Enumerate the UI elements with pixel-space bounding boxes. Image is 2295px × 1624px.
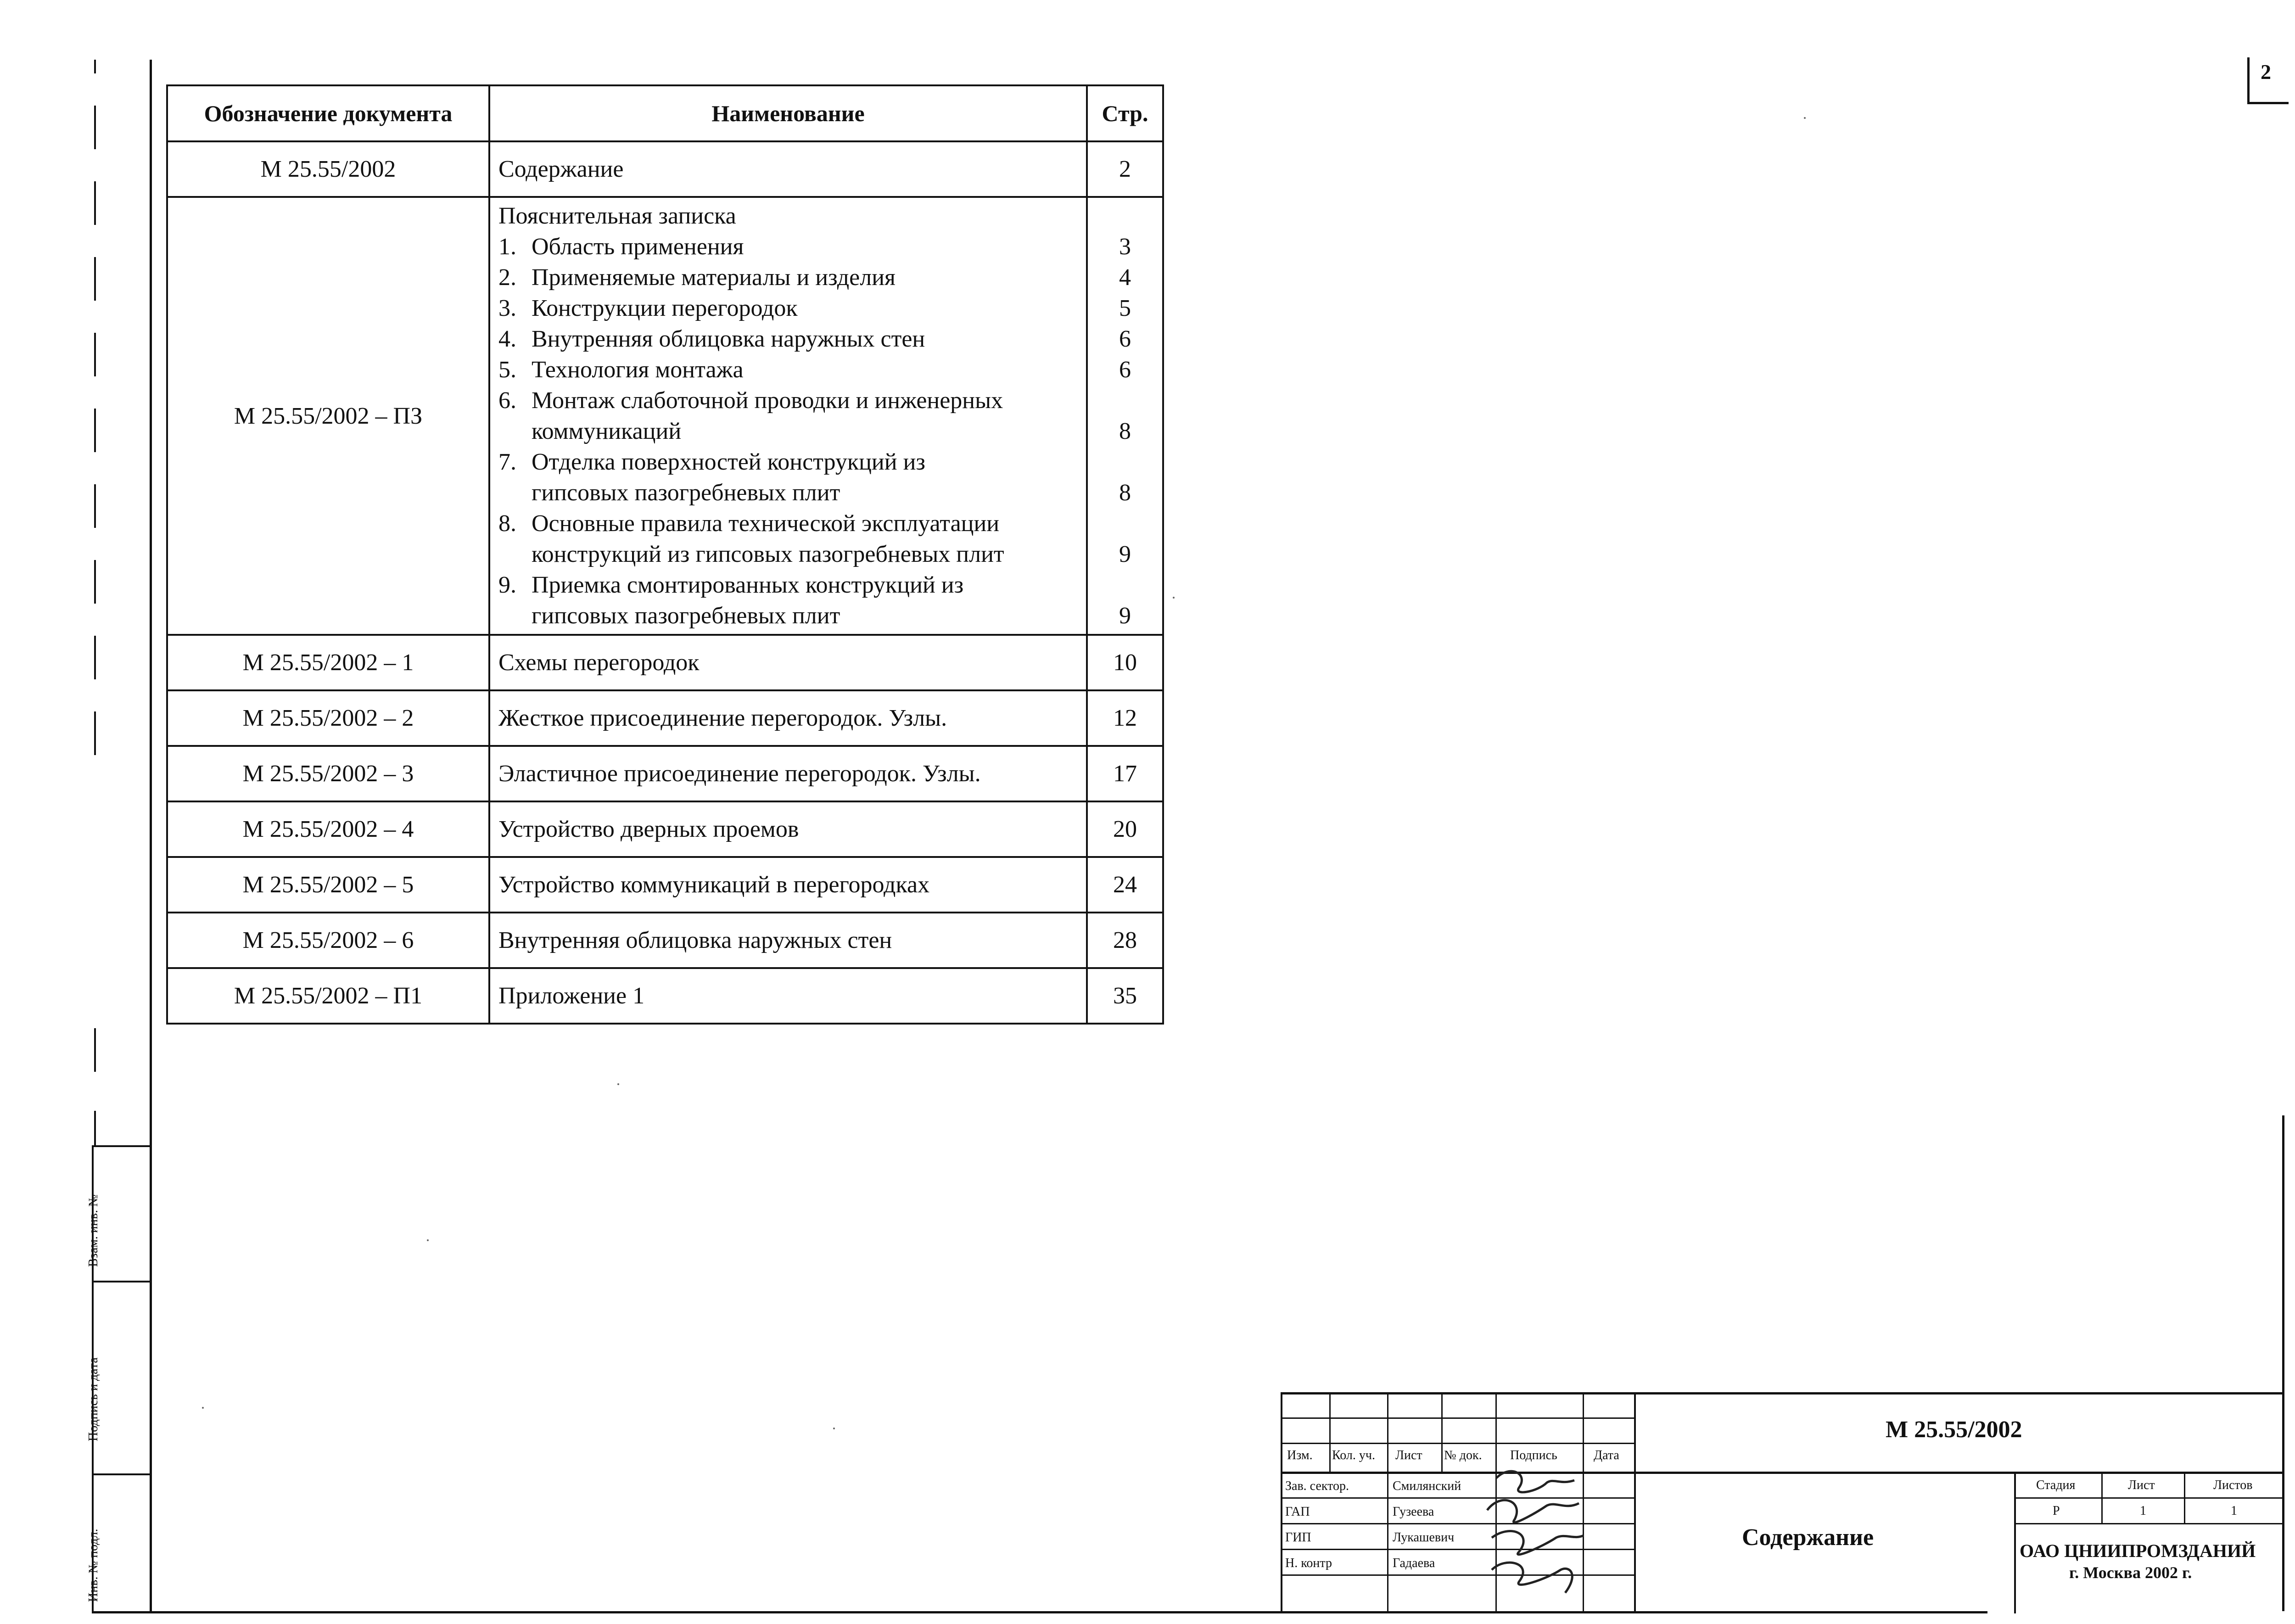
scan-speck — [1804, 117, 1806, 119]
margin-tick — [94, 711, 96, 755]
header-page: Стр. — [1087, 85, 1163, 141]
tb-person: Гузеева — [1393, 1505, 1434, 1519]
list-item-text — [532, 508, 1078, 570]
scan-speck — [202, 1407, 204, 1409]
doc-code-cell: М 25.55/2002 – 5 — [167, 857, 489, 913]
tb-person: Гадаева — [1393, 1556, 1435, 1570]
doc-name-cell: Жесткое присоединение перегородок. Узлы. — [489, 690, 1087, 746]
side-stamp-podpis: Подпись и дата — [86, 1357, 101, 1441]
signatures — [1469, 1460, 1597, 1607]
list-item-text — [532, 354, 1078, 385]
page-cell: 28 — [1087, 913, 1163, 968]
doc-code-cell: М 25.55/2002 – 2 — [167, 690, 489, 746]
tb-city: г. Москва 2002 г. — [2069, 1563, 2192, 1582]
tb-header-ndok: № док. — [1444, 1448, 1482, 1462]
sheet-number-frame — [2247, 102, 2289, 104]
list-item-text — [532, 324, 1078, 354]
list-item-number: 5. — [498, 357, 516, 383]
table-row — [167, 635, 1163, 690]
tb-org: ОАО ЦНИИПРОМЗДАНИЙ — [2020, 1540, 2256, 1561]
list-item-number: 9. — [498, 572, 516, 598]
page-cell: 10 — [1087, 635, 1163, 690]
list-item-text — [532, 385, 1078, 447]
table-row — [167, 690, 1163, 746]
list-item-line: Приемка смонтированных конструкций из — [532, 572, 964, 598]
page-cell: 35 — [1087, 968, 1163, 1024]
margin-tick — [94, 560, 96, 604]
tb-person: Лукашевич — [1393, 1530, 1455, 1545]
list-item-page: 9 — [1119, 603, 1131, 629]
list-item — [498, 570, 1078, 631]
tb-header-podpis: Подпись — [1510, 1448, 1557, 1462]
explanatory-note-cell — [489, 197, 1087, 635]
list-item-text — [532, 231, 1078, 262]
list-item — [498, 354, 1078, 385]
list-item-page: 3 — [1119, 234, 1131, 260]
scan-speck — [1173, 597, 1175, 599]
tb-line — [2014, 1497, 2284, 1499]
side-stamp-vzam: Взам. инв. № — [86, 1194, 101, 1267]
list-item-line: Монтаж слаботочной проводки и инженерных — [532, 387, 1003, 414]
scan-speck — [617, 1083, 619, 1085]
list-item-page: 4 — [1119, 264, 1131, 291]
list-item-line: гипсовых пазогребневых плит — [532, 603, 840, 629]
margin-tick — [94, 60, 96, 73]
doc-name-cell: Внутренняя облицовка наружных стен — [489, 913, 1087, 968]
doc-code-cell: М 25.55/2002 – ПЗ — [167, 197, 489, 635]
tb-line — [1634, 1392, 1636, 1613]
margin-tick — [94, 409, 96, 452]
page-spacer — [1096, 385, 1154, 416]
side-stamp-divider — [92, 1281, 151, 1282]
tb-list-value: 1 — [2140, 1504, 2146, 1518]
list-item — [498, 324, 1078, 354]
scan-speck — [427, 1239, 429, 1241]
frame-bottom — [92, 1611, 1987, 1613]
table-row — [167, 197, 1163, 635]
doc-name-cell: Эластичное присоединение перегородок. Узлы. — [489, 746, 1087, 801]
tb-line — [1281, 1443, 1634, 1444]
list-item — [498, 447, 1078, 508]
list-item-page: 8 — [1119, 418, 1131, 444]
tb-role: ГИП — [1285, 1530, 1311, 1545]
list-item-line: Внутренняя облицовка наружных стен — [532, 326, 925, 352]
margin-tick — [94, 1111, 96, 1145]
list-item-page: 8 — [1119, 480, 1131, 506]
list-item — [498, 293, 1078, 324]
margin-tick — [94, 484, 96, 528]
table-row — [167, 913, 1163, 968]
tb-line — [2014, 1472, 2016, 1613]
table-row — [167, 141, 1163, 197]
page-cell: 24 — [1087, 857, 1163, 913]
doc-code-cell: М 25.55/2002 – 3 — [167, 746, 489, 801]
tb-listov-header: Листов — [2213, 1478, 2253, 1492]
tb-listov-value: 1 — [2231, 1504, 2237, 1518]
margin-tick — [94, 333, 96, 376]
scan-speck — [833, 1428, 835, 1429]
list-item — [498, 385, 1078, 447]
explanatory-note-pages — [1087, 197, 1163, 635]
tb-list-header: Лист — [2128, 1478, 2155, 1492]
tb-doc-code: М 25.55/2002 — [1886, 1417, 2022, 1443]
frame-left — [150, 60, 152, 1613]
tb-role: Зав. сектор. — [1285, 1479, 1349, 1493]
tb-title: Содержание — [1742, 1524, 1874, 1551]
list-item — [498, 262, 1078, 293]
list-item-page: 6 — [1119, 357, 1131, 383]
list-item-line: гипсовых пазогребневых плит — [532, 480, 840, 506]
side-stamp-inv: Инв. № подл. — [86, 1529, 101, 1602]
list-item-line: Основные правила технической эксплуатации — [532, 510, 1000, 537]
list-item-number: 2. — [498, 264, 516, 291]
list-item-text — [532, 570, 1078, 631]
table-row — [167, 968, 1163, 1024]
margin-tick — [94, 257, 96, 301]
list-item-number: 3. — [498, 295, 516, 321]
list-item-number: 4. — [498, 326, 516, 352]
page-cell: 20 — [1087, 801, 1163, 857]
list-item-line: коммуникаций — [532, 418, 682, 444]
page-cell: 12 — [1087, 690, 1163, 746]
contents-table — [166, 84, 1164, 1025]
doc-code-cell: М 25.55/2002 – 6 — [167, 913, 489, 968]
list-item-page: 6 — [1119, 326, 1131, 352]
tb-role: ГАП — [1285, 1505, 1310, 1519]
page-spacer — [1096, 201, 1154, 231]
doc-name-cell: Устройство коммуникаций в перегородках — [489, 857, 1087, 913]
doc-name-cell: Приложение 1 — [489, 968, 1087, 1024]
frame-right — [2282, 1115, 2284, 1611]
tb-stage-header: Стадия — [2036, 1478, 2076, 1492]
list-item-line: Область применения — [532, 234, 744, 260]
list-item-text — [532, 447, 1078, 508]
tb-header-kol: Кол. уч. — [1332, 1448, 1375, 1462]
list-item-line: Применяемые материалы и изделия — [532, 264, 896, 291]
side-stamp-divider — [92, 1145, 151, 1147]
sheet-number-frame — [2247, 57, 2250, 103]
tb-person: Смилянский — [1393, 1479, 1461, 1493]
doc-code-cell: М 25.55/2002 — [167, 141, 489, 197]
contents-table-body — [167, 141, 1163, 1024]
list-item-line: конструкций из гипсовых пазогребневых плит — [532, 541, 1004, 567]
list-item-number: 8. — [498, 510, 516, 537]
list-item-page: 5 — [1119, 295, 1131, 321]
side-stamp-divider — [92, 1473, 151, 1475]
list-item — [498, 231, 1078, 262]
tb-line — [2101, 1472, 2103, 1524]
page-spacer — [1096, 447, 1154, 477]
margin-tick — [94, 181, 96, 225]
sheet-number: 2 — [2261, 60, 2271, 84]
list-item-line: Технология монтажа — [532, 357, 744, 383]
tb-line — [1281, 1392, 1282, 1613]
doc-name-cell: Устройство дверных проемов — [489, 801, 1087, 857]
tb-line — [1441, 1392, 1443, 1474]
tb-line — [1281, 1472, 2284, 1474]
list-item-line: Конструкции перегородок — [532, 295, 798, 321]
tb-header-izm: Изм. — [1287, 1448, 1313, 1462]
tb-line — [1281, 1392, 2284, 1394]
list-item-text — [532, 262, 1078, 293]
list-item — [498, 508, 1078, 570]
tb-header-list: Лист — [1395, 1448, 1422, 1462]
doc-code-cell: М 25.55/2002 – П1 — [167, 968, 489, 1024]
tb-line — [1329, 1392, 1331, 1474]
list-item-number: 1. — [498, 234, 516, 260]
margin-tick — [94, 106, 96, 149]
page-cell: 2 — [1087, 141, 1163, 197]
doc-code-cell: М 25.55/2002 – 4 — [167, 801, 489, 857]
margin-tick — [94, 636, 96, 679]
doc-name-cell: Схемы перегородок — [489, 635, 1087, 690]
table-header-row — [167, 85, 1163, 141]
list-item-text — [532, 293, 1078, 324]
tb-line — [2184, 1472, 2185, 1524]
tb-role: Н. контр — [1285, 1556, 1332, 1570]
tb-line — [1281, 1417, 1634, 1419]
explanatory-note-title: Пояснительная записка — [498, 203, 736, 229]
table-row — [167, 801, 1163, 857]
header-name: Наименование — [489, 85, 1087, 141]
doc-code-cell: М 25.55/2002 – 1 — [167, 635, 489, 690]
list-item-page: 9 — [1119, 541, 1131, 567]
list-item-line: Отделка поверхностей конструкций из — [532, 449, 925, 475]
margin-tick — [94, 1028, 96, 1072]
tb-line — [1387, 1392, 1388, 1613]
tb-header-data: Дата — [1594, 1448, 1619, 1462]
tb-stage-value: Р — [2053, 1504, 2060, 1518]
list-item-number: 6. — [498, 387, 516, 414]
tb-line — [2014, 1523, 2284, 1524]
header-code: Обозначение документа — [167, 85, 489, 141]
doc-name-cell: Содержание — [489, 141, 1087, 197]
page-spacer — [1096, 508, 1154, 539]
table-row — [167, 746, 1163, 801]
table-row — [167, 857, 1163, 913]
page-spacer — [1096, 570, 1154, 600]
list-item-number: 7. — [498, 449, 516, 475]
page-cell: 17 — [1087, 746, 1163, 801]
